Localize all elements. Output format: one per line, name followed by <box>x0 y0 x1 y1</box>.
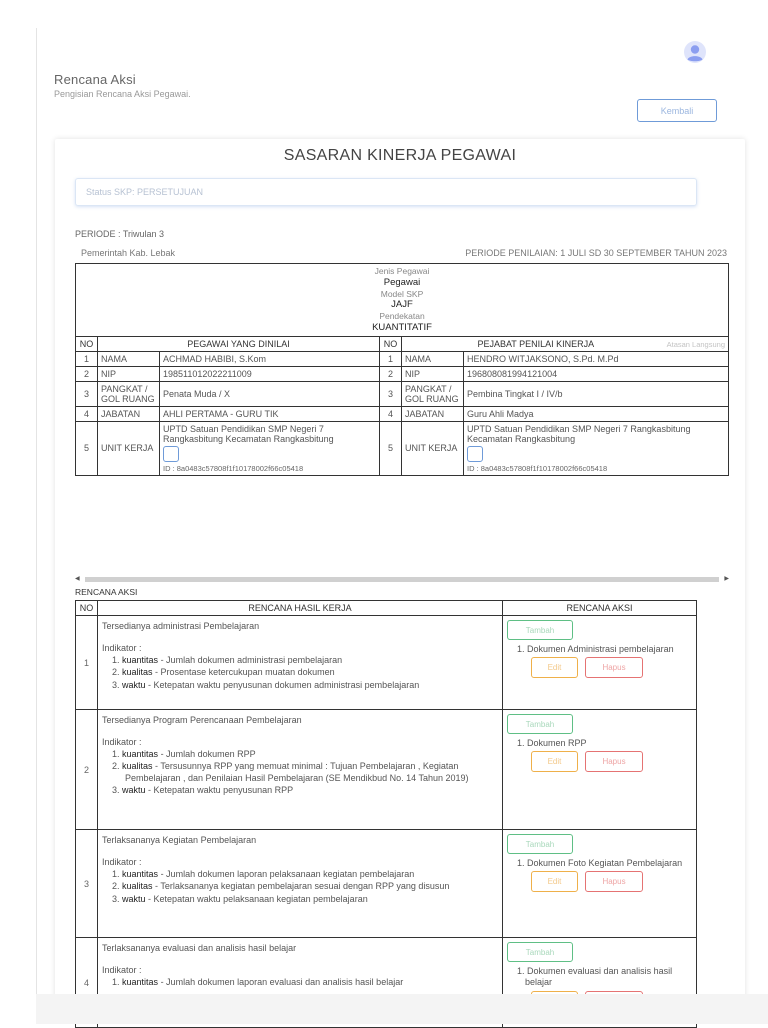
info-no: 2 <box>380 366 402 381</box>
pegawai-unit-kerja <box>160 421 380 475</box>
indikator-item: 1. kuantitas - Jumlah dokumen laporan evaluasi dan analisis hasil belajar <box>112 977 404 987</box>
info-row-pangkat <box>76 381 729 406</box>
rencana-hasil-kerja-cell <box>98 710 503 830</box>
page-bottom-area <box>36 994 768 1024</box>
tambah-button[interactable]: Tambah <box>507 834 573 854</box>
edit-button[interactable]: Edit <box>531 871 578 892</box>
info-row-nama <box>76 351 729 366</box>
info-label: NIP <box>402 366 464 381</box>
col-no-right: NO <box>380 336 402 351</box>
info-no: 1 <box>76 351 98 366</box>
rhk-title: Tersedianya Program Perencanaan Pembelajaran <box>102 715 302 725</box>
pemda-label: Pemerintah Kab. Lebak <box>81 248 176 258</box>
rencana-aksi-cell <box>503 616 697 710</box>
row-no: 3 <box>76 830 98 938</box>
info-label: PANGKAT / GOL RUANG <box>402 381 464 406</box>
indikator-item: 3. waktu - Ketepatan waktu penyusunan RPP <box>112 784 294 795</box>
skp-card <box>55 139 745 999</box>
indikator-label: Indikator : <box>102 737 142 747</box>
page-subtitle: Pengisian Rencana Aksi Pegawai. <box>54 89 191 99</box>
info-label: PANGKAT / GOL RUANG <box>98 381 160 406</box>
horizontal-scrollbar[interactable] <box>75 575 729 584</box>
info-row-jabatan <box>76 406 729 421</box>
employee-info-table <box>75 263 729 476</box>
pejabat-nip: 196808081994121004 <box>464 366 729 381</box>
info-no: 4 <box>380 406 402 421</box>
pejabat-header-label: PEJABAT PENILAI KINERJA <box>477 338 595 349</box>
aksi-list <box>507 644 692 655</box>
info-label: NIP <box>98 366 160 381</box>
rhk-title: Tersedianya administrasi Pembelajaran <box>102 621 260 631</box>
col-no: NO <box>76 601 98 616</box>
info-label: UNIT KERJA <box>98 421 160 475</box>
info-row-unit-kerja <box>76 421 729 475</box>
rencana-aksi-title: RENCANA AKSI <box>75 587 138 597</box>
indikator-label: Indikator : <box>102 643 142 653</box>
pejabat-unit-kerja <box>464 421 729 475</box>
scroll-left-icon[interactable]: ◀ <box>75 576 80 582</box>
indikator-text: - Tersusunnya RPP yang memuat minimal : Tujuan Pembelajaran , Kegiatan Pembelajaran , dan Penilaian Hasil Pembelajaran (SE Mendikbud No. 14 Tahun 2019) <box>125 761 469 783</box>
pegawai-unit-kerja-text: UPTD Satuan Pendidikan SMP Negeri 7 Rangkasbitung Kecamatan Rangkasbitung <box>163 423 334 444</box>
rencana-aksi-cell <box>503 710 697 830</box>
edit-button[interactable]: Edit <box>531 751 578 772</box>
aksi-list <box>507 966 692 989</box>
indikator-key: kuantitas <box>122 869 159 879</box>
indikator-list <box>102 977 498 988</box>
indikator-text: - Jumlah dokumen RPP <box>158 749 256 759</box>
indikator-key: kuantitas <box>122 749 159 759</box>
info-label: NAMA <box>402 351 464 366</box>
hapus-button[interactable]: Hapus <box>585 871 643 892</box>
indikator-key: kualitas <box>122 881 153 892</box>
pejabat-unit-kerja-text: UPTD Satuan Pendidikan SMP Negeri 7 Rangkasbitung Kecamatan Rangkasbitung <box>467 423 691 444</box>
pejabat-unit-kerja-id: ID : 8a0483c57808f1f10178002f66c05418 <box>467 463 608 473</box>
col-no-left: NO <box>76 336 98 351</box>
indikator-item: 1. kuantitas - Jumlah dokumen laporan pelaksanaan kegiatan pembelajaran <box>112 869 415 879</box>
pejabat-nama: HENDRO WITJAKSONO, S.Pd. M.Pd <box>464 351 729 366</box>
indikator-text: - Jumlah dokumen administrasi pembelajaran <box>158 655 343 665</box>
info-no: 4 <box>76 406 98 421</box>
col-pejabat-penilai <box>402 336 729 351</box>
jenis-label: Jenis Pegawai <box>374 266 430 276</box>
indikator-text: - Jumlah dokumen laporan pelaksanaan kegiatan pembelajaran <box>158 869 415 879</box>
indikator-text: - Jumlah dokumen laporan evaluasi dan analisis hasil belajar <box>158 977 404 987</box>
pejabat-jabatan: Guru Ahli Madya <box>464 406 729 421</box>
card-heading: SASARAN KINERJA PEGAWAI <box>283 147 517 164</box>
indikator-item: 2. kualitas - Terlaksananya kegiatan pembelajaran sesuai dengan RPP yang disusun <box>112 881 450 892</box>
unit-kerja-button[interactable] <box>467 446 483 462</box>
aksi-actions <box>507 751 692 772</box>
row-no: 4 <box>76 938 98 1028</box>
indikator-key: kualitas <box>122 761 153 772</box>
user-avatar-icon[interactable] <box>683 40 707 64</box>
indikator-text: - Ketepatan waktu pelaksanaan kegiatan pembelajaran <box>145 893 368 904</box>
aksi-actions <box>507 871 692 892</box>
pegawai-nama: ACHMAD HABIBI, S.Kom <box>160 351 380 366</box>
periode-label: PERIODE : Triwulan 3 <box>75 229 165 239</box>
rencana-hasil-kerja-cell <box>98 616 503 710</box>
rhk-title: Terlaksananya evaluasi dan analisis hasil belajar <box>102 943 297 953</box>
tambah-button[interactable]: Tambah <box>507 714 573 734</box>
pejabat-pangkat: Pembina Tingkat I / IV/b <box>464 381 729 406</box>
indikator-item: 2. kualitas - Tersusunnya RPP yang memuat minimal : Tujuan Pembelajaran , Kegiatan Pembelajaran , dan Penilaian Hasil Pembelajaran (SE Mendikbud No. 14 Tahun 2019) <box>112 761 469 783</box>
row-no: 1 <box>76 616 98 710</box>
col-rencana-hasil-kerja: RENCANA HASIL KERJA <box>98 601 503 616</box>
info-label: JABATAN <box>98 406 160 421</box>
aksi-item: 1. Dokumen Administrasi pembelajaran <box>517 644 674 654</box>
pegawai-pangkat: Penata Muda / X <box>160 381 380 406</box>
aksi-list <box>507 738 692 749</box>
unit-kerja-button[interactable] <box>163 446 179 462</box>
aksi-list <box>507 858 692 869</box>
indikator-key: waktu <box>122 784 146 795</box>
indikator-item: 3. waktu - Ketepatan waktu penyusunan dokumen administrasi pembelajaran <box>112 679 420 690</box>
info-label: JABATAN <box>402 406 464 421</box>
table-row <box>76 616 697 710</box>
rencana-aksi-cell <box>503 830 697 938</box>
tambah-button[interactable]: Tambah <box>507 620 573 640</box>
tambah-button[interactable]: Tambah <box>507 942 573 962</box>
indikator-list <box>102 655 498 691</box>
hapus-button[interactable]: Hapus <box>585 657 643 678</box>
aksi-item: 1. Dokumen Foto Kegiatan Pembelajaran <box>517 858 683 868</box>
indikator-key: kualitas <box>122 667 153 678</box>
rencana-hasil-kerja-cell <box>98 830 503 938</box>
pendekatan-value: KUANTITATIF <box>372 321 432 333</box>
indikator-text: - Terlaksananya kegiatan pembelajaran sesuai dengan RPP yang disusun <box>152 881 450 892</box>
info-no: 5 <box>380 421 402 475</box>
table-row <box>76 710 697 830</box>
indikator-text: - Prosentase ketercukupan muatan dokumen <box>152 667 335 678</box>
pejabat-header-hint: Atasan Langsung <box>666 339 725 349</box>
indikator-key: waktu <box>122 679 146 690</box>
info-no: 1 <box>380 351 402 366</box>
indikator-key: waktu <box>122 893 146 904</box>
jenis-pegawai-cell <box>76 264 729 337</box>
pegawai-nip: 198511012022211009 <box>160 366 380 381</box>
indikator-item: 1. kuantitas - Jumlah dokumen RPP <box>112 749 256 759</box>
indikator-key: kuantitas <box>122 655 159 665</box>
scroll-right-icon[interactable]: ▶ <box>724 576 729 582</box>
edit-button[interactable]: Edit <box>531 657 578 678</box>
jenis-value: Pegawai <box>383 276 421 288</box>
aksi-actions <box>507 657 692 678</box>
rencana-aksi-table <box>75 600 697 1028</box>
rhk-title: Terlaksananya Kegiatan Pembelajaran <box>102 835 257 845</box>
page-title: Rencana Aksi <box>54 72 136 87</box>
table-row <box>76 830 697 938</box>
pegawai-jabatan: AHLI PERTAMA - GURU TIK <box>160 406 380 421</box>
info-no: 3 <box>380 381 402 406</box>
indikator-text: - Ketepatan waktu penyusunan dokumen administrasi pembelajaran <box>145 679 420 690</box>
scroll-thumb[interactable] <box>85 577 719 582</box>
app-window <box>36 28 768 996</box>
aksi-item: 1. Dokumen RPP <box>517 738 587 748</box>
aksi-item: 1. Dokumen evaluasi dan analisis hasil belajar <box>517 966 673 988</box>
indikator-label: Indikator : <box>102 965 142 975</box>
info-label: NAMA <box>98 351 160 366</box>
indikator-item: 1. kuantitas - Jumlah dokumen administrasi pembelajaran <box>112 655 343 665</box>
model-label: Model SKP <box>380 288 424 299</box>
info-no: 5 <box>76 421 98 475</box>
info-row-nip <box>76 366 729 381</box>
indikator-list <box>102 869 498 905</box>
indikator-list <box>102 749 498 796</box>
status-box: Status SKP: PERSETUJUAN <box>75 178 697 206</box>
col-pegawai-dinilai: PEGAWAI YANG DINILAI <box>98 336 380 351</box>
pegawai-unit-kerja-id: ID : 8a0483c57808f1f10178002f66c05418 <box>163 463 304 473</box>
hapus-button[interactable]: Hapus <box>585 751 643 772</box>
indikator-key: kuantitas <box>122 977 159 987</box>
indikator-text: - Ketepatan waktu penyusunan RPP <box>145 784 294 795</box>
indikator-item: 3. waktu - Ketepatan waktu pelaksanaan kegiatan pembelajaran <box>112 893 368 904</box>
info-no: 2 <box>76 366 98 381</box>
col-rencana-aksi: RENCANA AKSI <box>503 601 697 616</box>
model-value: JAJF <box>391 299 413 311</box>
rencana-aksi-body <box>76 616 697 1028</box>
info-label: UNIT KERJA <box>402 421 464 475</box>
pendekatan-label: Pendekatan <box>379 311 425 321</box>
info-no: 3 <box>76 381 98 406</box>
row-no: 2 <box>76 710 98 830</box>
indikator-label: Indikator : <box>102 857 142 867</box>
periode-penilaian-label: PERIODE PENILAIAN: 1 JULI SD 30 SEPTEMBER TAHUN 2023 <box>465 248 727 258</box>
indikator-item: 2. kualitas - Prosentase ketercukupan muatan dokumen <box>112 667 335 678</box>
back-button[interactable]: Kembali <box>637 99 717 122</box>
